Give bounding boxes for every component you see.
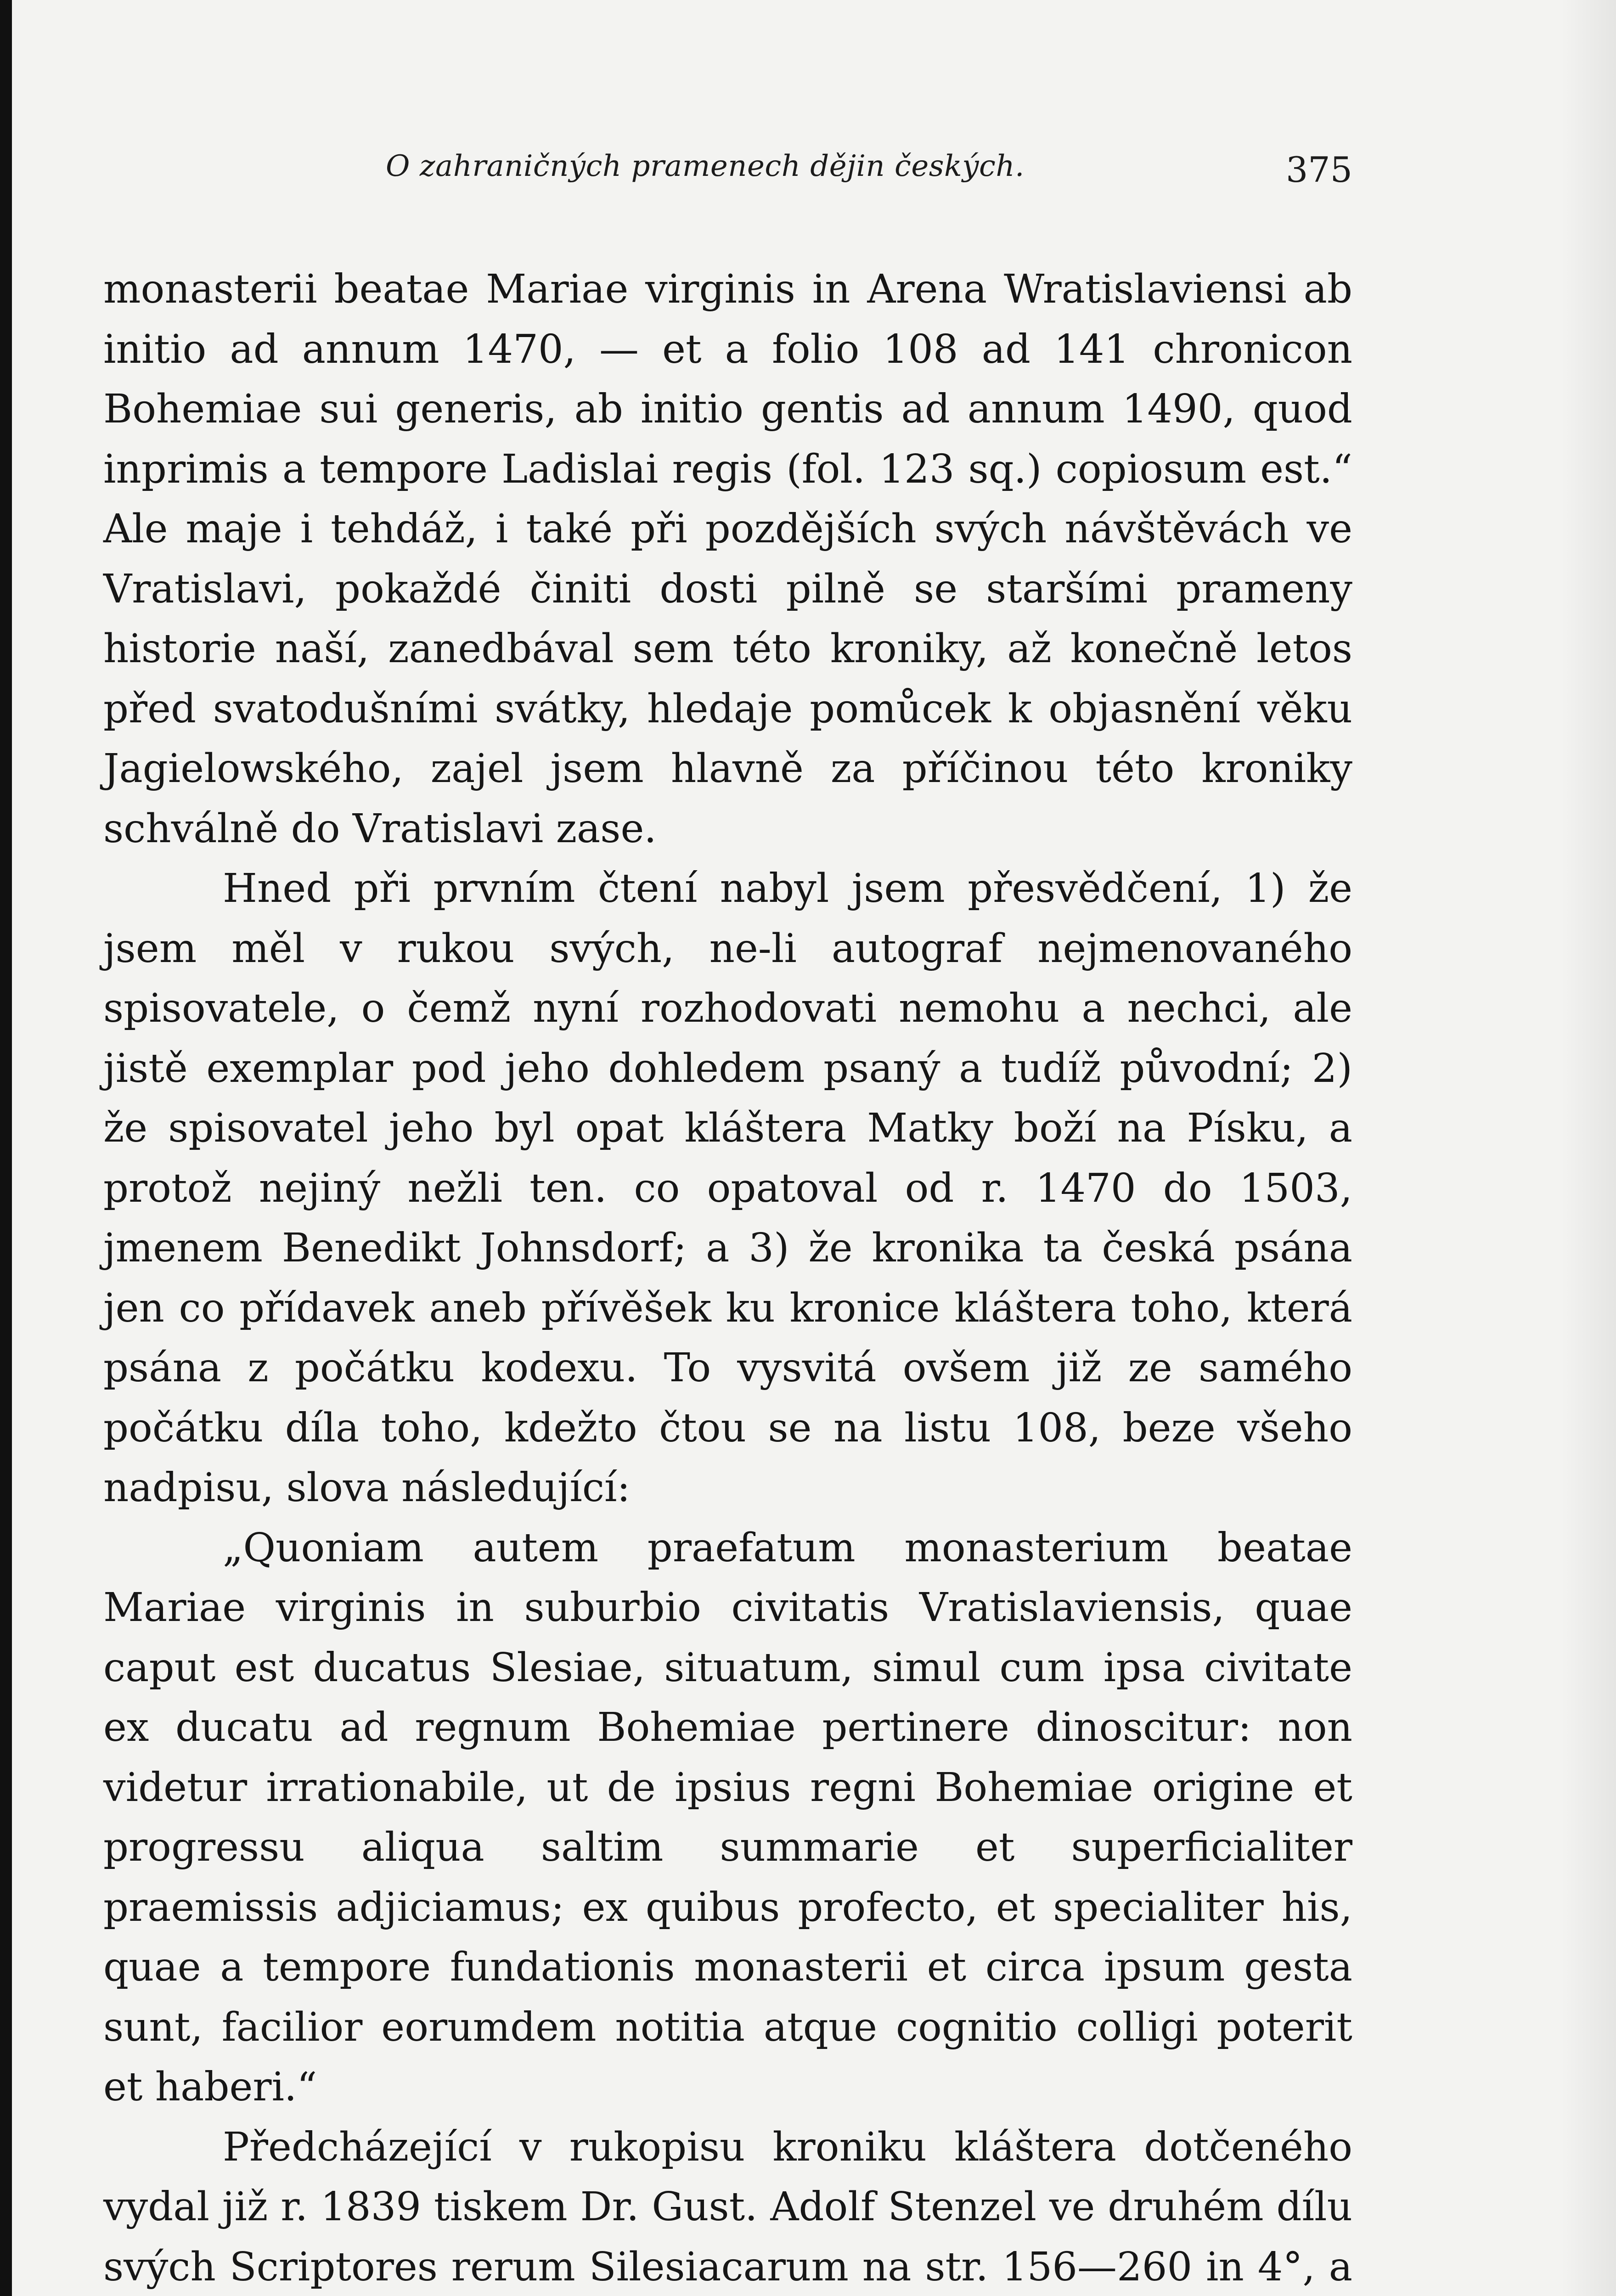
paragraph-continuation: monasterii beatae Mariae virginis in Arena Wratislaviensi ab initio ad annum 1470, — et a folio 108 ad 141 chronicon Bohemiae sui generis, ab initio gentis ad annum 1490, quod inprimis a tempore Ladislai regis (fol. 123 sq.) copiosum est.“ Ale maje i tehdáž, i také při pozdějších svých návštěvách ve Vratislavi, pokaždé činiti dosti pilně se staršími prameny historie naší, zanedbával sem této kroniky, až konečně letos před svatodušními svátky, hledaje pomůcek k objasnění věku Jagielowského, zajel jsem hlavně za příčinou této kroniky schválně do Vratislavi zase.	[103, 266, 1352, 852]
page-number: 375	[1285, 149, 1352, 190]
running-head	[103, 145, 1352, 209]
paragraph-stenzel: Předcházející v rukopisu kroniku kláštera dotčeného vydal již r. 1839 tiskem Dr. Gust. Adolf Stenzel ve druhém dílu svých Scriptores rerum Silesiacarum na str. 156—260 in 4°, a	[103, 2124, 1352, 2290]
scan-left-edge	[0, 0, 12, 2296]
book-page	[103, 145, 1352, 2296]
running-title: O zahraničných pramenech dějin českých.	[386, 149, 1025, 183]
paragraph-findings: Hned při prvním čtení nabyl jsem přesvědčení, 1) že jsem měl v rukou svých, ne-li autograf nejmenovaného spisovatele, o čemž nyní rozhodovati nemohu a nechci, ale jistě exemplar pod jeho dohledem psaný a tudíž původní; 2) že spisovatel jeho byl opat kláštera Matky boží na Písku, a protož nejiný nežli ten. co opatoval od r. 1470 do 1503, jmenem Benedikt Johnsdorf; a 3) že kronika ta česká psána jen co přídavek aneb přívěšek ku kronice kláštera toho, která psána z počátku kodexu. To vysvitá ovšem již ze samého počátku díla toho, kdežto čtou se na listu 108, beze všeho nadpisu, slova následující:	[103, 866, 1352, 1511]
scan-right-shadow	[1561, 0, 1616, 2296]
body-text	[103, 259, 1352, 2296]
latin-quotation: „Quoniam autem praefatum monasterium beatae Mariae virginis in suburbio civitatis Vratislaviensis, quae caput est ducatus Slesiae, situatum, simul cum ipsa civitate ex ducatu ad regnum Bohemiae pertinere dinoscitur: non videtur irrationabile, ut de ipsius regni Bohemiae origine et progressu aliqua saltim summarie et superficialiter praemissis adjiciamus; ex quibus profecto, et specialiter his, quae a tempore fundationis monasterii et circa ipsum gesta sunt, facilior eorumdem notitia atque cognitio colligi poterit et haberi.“	[103, 1525, 1352, 2110]
